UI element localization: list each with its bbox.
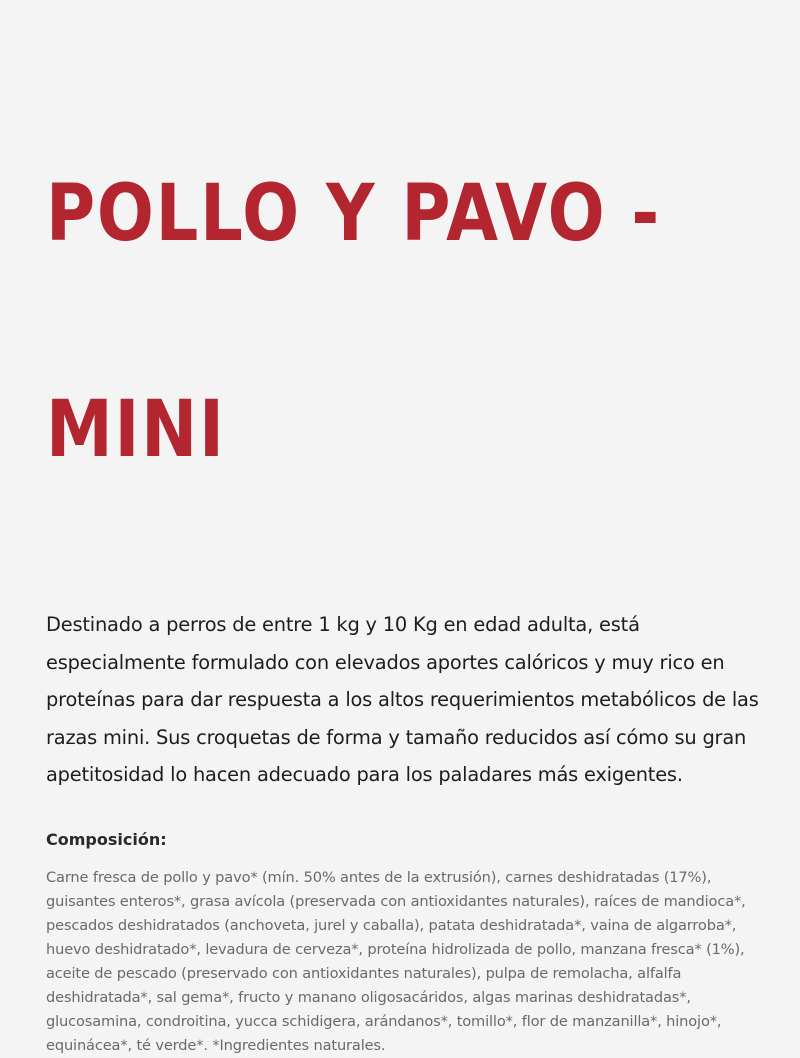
- product-description: Destinado a perros de entre 1 kg y 10 Kg en edad adulta, está especialmente formulado con elevados aportes calóricos y muy rico en proteínas para dar respuesta a los altos requerimientos metabólicos de las razas mini. Sus croquetas de forma y tamaño reducidos así cómo su gran apetitosidad lo hacen adecuado para los paladares más exigentes.: [46, 606, 766, 794]
- composition-heading: Composición:: [46, 828, 760, 852]
- composition-ingredients: Carne fresca de pollo y pavo* (mín. 50% antes de la extrusión), carnes deshidratadas (17%), guisantes enteros*, grasa avícola (preservada con antioxidantes naturales), raíces de mandioca*, pescados deshidratados (anchoveta, jurel y caballa), patata deshidratada*, vaina de algarroba*, huevo deshidratado*, levadura de cerveza*, proteína hidrolizada de pollo, manzana fresca* (1%), aceite de pescado (preservado con antioxidantes naturales), pulpa de remolacha, alfalfa deshidratada*, sal gema*, fructo y manano oligosacáridos, algas marinas deshidratadas*, glucosamina, condroitina, yucca schidigera, arándanos*, tomillo*, flor de manzanilla*, hinojo*, equinácea*, té verde*. *Ingredientes naturales.: [46, 866, 766, 1058]
- product-title: [46, 52, 751, 592]
- product-title-line-2: MINI: [46, 376, 751, 484]
- product-title-line-1: POLLO Y PAVO -: [46, 160, 751, 268]
